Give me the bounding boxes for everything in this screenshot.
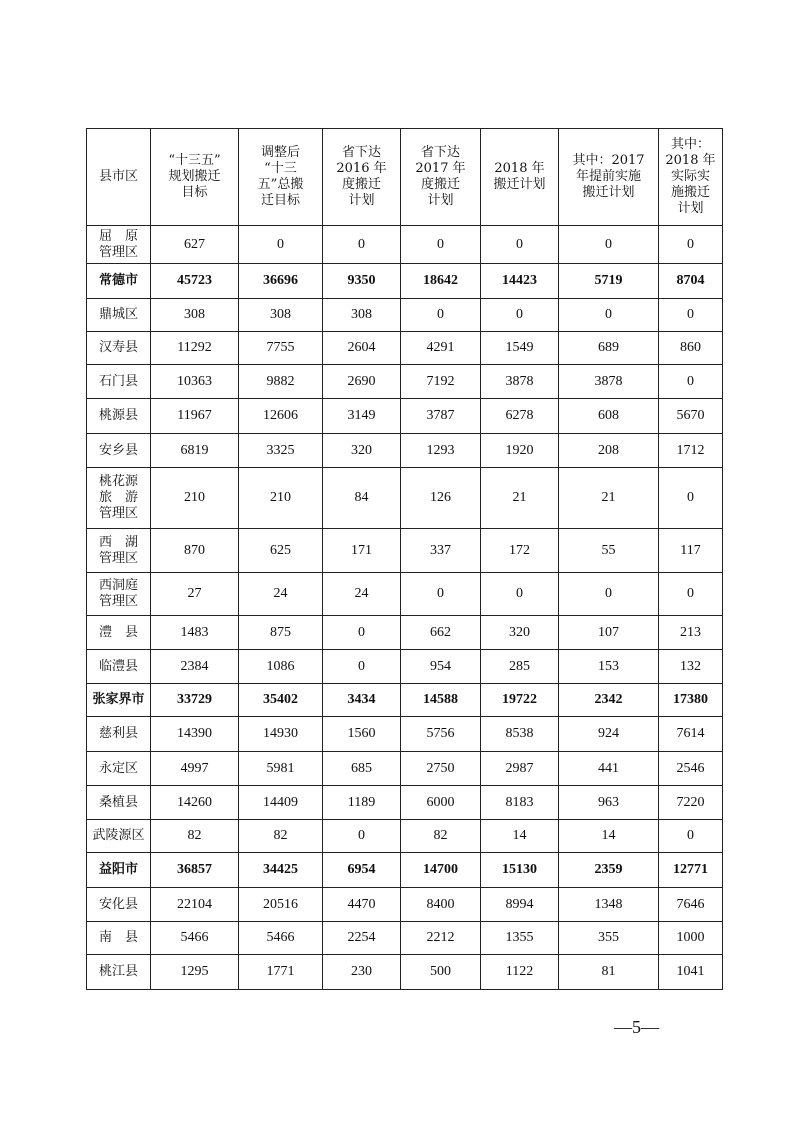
value-cell: 0 — [323, 650, 401, 684]
value-cell: 12771 — [659, 853, 723, 888]
value-cell: 320 — [323, 434, 401, 468]
value-cell: 3149 — [323, 399, 401, 434]
region-name-line: 西洞庭 — [98, 578, 138, 593]
value-cell: 2342 — [559, 684, 659, 717]
value-cell: 3787 — [401, 399, 481, 434]
value-cell: 1483 — [151, 616, 239, 650]
value-cell: 7220 — [659, 786, 723, 820]
value-cell: 924 — [559, 717, 659, 752]
value-cell: 117 — [659, 529, 723, 573]
value-cell: 45723 — [151, 264, 239, 299]
region-name-line: 永定区 — [98, 760, 138, 776]
header-line: 施搬迁 — [670, 185, 710, 200]
value-cell: 6278 — [481, 399, 559, 434]
table-row — [87, 332, 723, 365]
region-name-line: 管理区 — [98, 244, 138, 260]
value-cell: 6000 — [401, 786, 481, 820]
region-name-line: 管理区 — [98, 550, 138, 566]
value-cell: 5466 — [239, 922, 323, 955]
header-line: 规划搬迁 — [168, 169, 221, 184]
region-name-line: 武陵源区 — [92, 828, 145, 843]
region-name-cell — [87, 332, 151, 365]
value-cell: 55 — [559, 529, 659, 573]
value-cell: 14 — [559, 820, 659, 853]
value-cell: 11967 — [151, 399, 239, 434]
value-cell: 82 — [239, 820, 323, 853]
value-cell: 608 — [559, 399, 659, 434]
value-cell: 36857 — [151, 853, 239, 888]
region-name-line: 常德市 — [98, 273, 138, 288]
region-name-cell — [87, 616, 151, 650]
value-cell: 172 — [481, 529, 559, 573]
region-name-line: 安化县 — [98, 896, 138, 912]
value-cell: 662 — [401, 616, 481, 650]
value-cell: 10363 — [151, 365, 239, 399]
value-cell: 3325 — [239, 434, 323, 468]
value-cell: 4291 — [401, 332, 481, 365]
value-cell: 81 — [559, 955, 659, 990]
column-header-2 — [239, 129, 323, 226]
value-cell: 18642 — [401, 264, 481, 299]
value-cell: 0 — [401, 299, 481, 332]
value-cell: 1189 — [323, 786, 401, 820]
value-cell: 19722 — [481, 684, 559, 717]
value-cell: 2604 — [323, 332, 401, 365]
value-cell: 0 — [401, 573, 481, 616]
region-name-line: 旅 游 — [98, 490, 138, 505]
region-name-line: 屈 原 — [98, 228, 138, 244]
header-line: 2016 年 — [336, 161, 387, 176]
column-header-3 — [323, 129, 401, 226]
value-cell: 2212 — [401, 922, 481, 955]
value-cell: 0 — [481, 573, 559, 616]
header-line: 搬迁计划 — [582, 185, 635, 200]
value-cell: 24 — [323, 573, 401, 616]
header-line: “十三五” — [168, 153, 221, 168]
table-row — [87, 365, 723, 399]
table-row — [87, 264, 723, 299]
region-name-cell — [87, 468, 151, 529]
region-name-cell — [87, 226, 151, 264]
value-cell: 875 — [239, 616, 323, 650]
value-cell: 4470 — [323, 888, 401, 922]
value-cell: 308 — [323, 299, 401, 332]
value-cell: 20516 — [239, 888, 323, 922]
table-row — [87, 853, 723, 888]
table-row — [87, 616, 723, 650]
header-line: 度搬迁 — [341, 177, 381, 192]
value-cell: 3878 — [559, 365, 659, 399]
value-cell: 500 — [401, 955, 481, 990]
value-cell: 132 — [659, 650, 723, 684]
value-cell: 2359 — [559, 853, 659, 888]
table-body — [87, 226, 723, 990]
header-line: 五”总搬 — [257, 177, 304, 192]
table-row — [87, 717, 723, 752]
table-row — [87, 299, 723, 332]
relocation-plan-table — [86, 128, 723, 990]
region-name-cell — [87, 365, 151, 399]
value-cell: 1000 — [659, 922, 723, 955]
region-name-cell — [87, 888, 151, 922]
value-cell: 2987 — [481, 752, 559, 786]
value-cell: 0 — [559, 226, 659, 264]
table-row — [87, 684, 723, 717]
table-header-row — [87, 129, 723, 226]
table-row — [87, 434, 723, 468]
value-cell: 8704 — [659, 264, 723, 299]
value-cell: 0 — [401, 226, 481, 264]
value-cell: 0 — [559, 299, 659, 332]
region-name-cell — [87, 573, 151, 616]
value-cell: 0 — [239, 226, 323, 264]
region-name-cell — [87, 752, 151, 786]
header-line: 目标 — [181, 185, 208, 200]
value-cell: 2254 — [323, 922, 401, 955]
value-cell: 625 — [239, 529, 323, 573]
header-line: “十三 — [264, 161, 297, 176]
table-row — [87, 955, 723, 990]
table-row — [87, 529, 723, 573]
value-cell: 1549 — [481, 332, 559, 365]
value-cell: 963 — [559, 786, 659, 820]
region-name-cell — [87, 299, 151, 332]
value-cell: 24 — [239, 573, 323, 616]
value-cell: 1041 — [659, 955, 723, 990]
value-cell: 84 — [323, 468, 401, 529]
header-line: 迁目标 — [260, 193, 300, 208]
value-cell: 0 — [481, 226, 559, 264]
column-header-1 — [151, 129, 239, 226]
header-line: 省下达 — [420, 145, 460, 160]
value-cell: 1348 — [559, 888, 659, 922]
region-name-line: 石门县 — [98, 373, 138, 389]
value-cell: 1355 — [481, 922, 559, 955]
value-cell: 210 — [151, 468, 239, 529]
region-name-line: 益阳市 — [98, 862, 138, 877]
value-cell: 308 — [151, 299, 239, 332]
value-cell: 82 — [151, 820, 239, 853]
table-row — [87, 573, 723, 616]
value-cell: 36696 — [239, 264, 323, 299]
region-name-line: 桑植县 — [98, 794, 138, 810]
value-cell: 355 — [559, 922, 659, 955]
value-cell: 230 — [323, 955, 401, 990]
value-cell: 0 — [481, 299, 559, 332]
region-name-cell — [87, 684, 151, 717]
value-cell: 5981 — [239, 752, 323, 786]
value-cell: 6819 — [151, 434, 239, 468]
header-line: 省下达 — [341, 145, 381, 160]
column-header-5 — [481, 129, 559, 226]
value-cell: 1122 — [481, 955, 559, 990]
value-cell: 213 — [659, 616, 723, 650]
region-name-line: 临澧县 — [98, 658, 138, 674]
value-cell: 0 — [659, 820, 723, 853]
value-cell: 0 — [323, 226, 401, 264]
region-name-cell — [87, 922, 151, 955]
region-name-cell — [87, 853, 151, 888]
value-cell: 82 — [401, 820, 481, 853]
value-cell: 4997 — [151, 752, 239, 786]
header-line: 计划 — [677, 201, 704, 216]
table-row — [87, 650, 723, 684]
region-name-cell — [87, 955, 151, 990]
region-name-line: 张家界市 — [92, 692, 145, 707]
value-cell: 2384 — [151, 650, 239, 684]
column-header-0 — [87, 129, 151, 226]
value-cell: 14700 — [401, 853, 481, 888]
region-name-line: 澧 县 — [98, 624, 138, 640]
value-cell: 1560 — [323, 717, 401, 752]
value-cell: 21 — [481, 468, 559, 529]
value-cell: 7192 — [401, 365, 481, 399]
value-cell: 1771 — [239, 955, 323, 990]
value-cell: 8994 — [481, 888, 559, 922]
value-cell: 7646 — [659, 888, 723, 922]
region-name-cell — [87, 650, 151, 684]
value-cell: 5756 — [401, 717, 481, 752]
value-cell: 2690 — [323, 365, 401, 399]
table-row — [87, 786, 723, 820]
value-cell: 870 — [151, 529, 239, 573]
region-name-line: 西 湖 — [98, 534, 138, 550]
value-cell: 8400 — [401, 888, 481, 922]
column-header-4 — [401, 129, 481, 226]
value-cell: 0 — [323, 820, 401, 853]
value-cell: 0 — [659, 226, 723, 264]
value-cell: 14423 — [481, 264, 559, 299]
value-cell: 0 — [323, 616, 401, 650]
table-row — [87, 226, 723, 264]
value-cell: 2750 — [401, 752, 481, 786]
table-row — [87, 922, 723, 955]
region-name-line: 桃源县 — [98, 408, 138, 423]
value-cell: 1293 — [401, 434, 481, 468]
region-name-cell — [87, 717, 151, 752]
value-cell: 14260 — [151, 786, 239, 820]
value-cell: 12606 — [239, 399, 323, 434]
value-cell: 35402 — [239, 684, 323, 717]
value-cell: 689 — [559, 332, 659, 365]
value-cell: 27 — [151, 573, 239, 616]
header-line: 2018 年 — [494, 161, 545, 176]
header-line: 计划 — [427, 193, 454, 208]
value-cell: 21 — [559, 468, 659, 529]
value-cell: 14390 — [151, 717, 239, 752]
header-line: 县市区 — [98, 169, 138, 184]
region-name-cell — [87, 434, 151, 468]
value-cell: 0 — [659, 468, 723, 529]
value-cell: 5466 — [151, 922, 239, 955]
region-name-line: 慈利县 — [98, 726, 138, 741]
value-cell: 8183 — [481, 786, 559, 820]
table-row — [87, 468, 723, 529]
header-line: 计划 — [348, 193, 375, 208]
value-cell: 441 — [559, 752, 659, 786]
header-line: 其中：2017 — [572, 153, 645, 168]
header-line: 年提前实施 — [575, 169, 641, 184]
value-cell: 153 — [559, 650, 659, 684]
page-number: —5— — [614, 1017, 659, 1037]
value-cell: 33729 — [151, 684, 239, 717]
value-cell: 320 — [481, 616, 559, 650]
value-cell: 5719 — [559, 264, 659, 299]
value-cell: 0 — [559, 573, 659, 616]
value-cell: 22104 — [151, 888, 239, 922]
table-row — [87, 820, 723, 853]
value-cell: 8538 — [481, 717, 559, 752]
header-line: 2017 年 — [415, 161, 466, 176]
region-name-cell — [87, 820, 151, 853]
value-cell: 107 — [559, 616, 659, 650]
value-cell: 0 — [659, 573, 723, 616]
value-cell: 210 — [239, 468, 323, 529]
region-name-line: 管理区 — [98, 594, 138, 609]
value-cell: 5670 — [659, 399, 723, 434]
region-name-cell — [87, 529, 151, 573]
value-cell: 14 — [481, 820, 559, 853]
value-cell: 0 — [659, 299, 723, 332]
region-name-line: 安乡县 — [98, 442, 138, 458]
value-cell: 1295 — [151, 955, 239, 990]
region-name-line: 桃江县 — [98, 964, 138, 979]
header-line: 2018 年 — [665, 153, 716, 168]
value-cell: 34425 — [239, 853, 323, 888]
value-cell: 208 — [559, 434, 659, 468]
value-cell: 3434 — [323, 684, 401, 717]
value-cell: 1712 — [659, 434, 723, 468]
value-cell: 7755 — [239, 332, 323, 365]
table-row — [87, 888, 723, 922]
table-row — [87, 752, 723, 786]
value-cell: 14409 — [239, 786, 323, 820]
value-cell: 7614 — [659, 717, 723, 752]
region-name-line: 南 县 — [98, 930, 138, 945]
value-cell: 285 — [481, 650, 559, 684]
value-cell: 15130 — [481, 853, 559, 888]
value-cell: 126 — [401, 468, 481, 529]
table-row — [87, 399, 723, 434]
region-name-cell — [87, 399, 151, 434]
region-name-cell — [87, 264, 151, 299]
value-cell: 337 — [401, 529, 481, 573]
region-name-cell — [87, 786, 151, 820]
value-cell: 2546 — [659, 752, 723, 786]
header-line: 调整后 — [260, 145, 300, 160]
region-name-line: 管理区 — [98, 506, 138, 521]
value-cell: 685 — [323, 752, 401, 786]
value-cell: 171 — [323, 529, 401, 573]
region-name-line: 桃花源 — [98, 474, 138, 489]
value-cell: 308 — [239, 299, 323, 332]
value-cell: 0 — [659, 365, 723, 399]
header-line: 搬迁计划 — [493, 177, 546, 192]
value-cell: 9882 — [239, 365, 323, 399]
header-line: 其中： — [670, 137, 710, 152]
value-cell: 860 — [659, 332, 723, 365]
value-cell: 954 — [401, 650, 481, 684]
region-name-line: 鼎城区 — [98, 307, 138, 322]
column-header-6 — [559, 129, 659, 226]
value-cell: 1086 — [239, 650, 323, 684]
header-line: 度搬迁 — [420, 177, 460, 192]
region-name-line: 汉寿县 — [98, 340, 138, 355]
value-cell: 9350 — [323, 264, 401, 299]
value-cell: 1920 — [481, 434, 559, 468]
value-cell: 14588 — [401, 684, 481, 717]
column-header-7 — [659, 129, 723, 226]
value-cell: 3878 — [481, 365, 559, 399]
value-cell: 6954 — [323, 853, 401, 888]
value-cell: 17380 — [659, 684, 723, 717]
value-cell: 627 — [151, 226, 239, 264]
value-cell: 14930 — [239, 717, 323, 752]
value-cell: 11292 — [151, 332, 239, 365]
header-line: 实际实 — [670, 169, 710, 184]
